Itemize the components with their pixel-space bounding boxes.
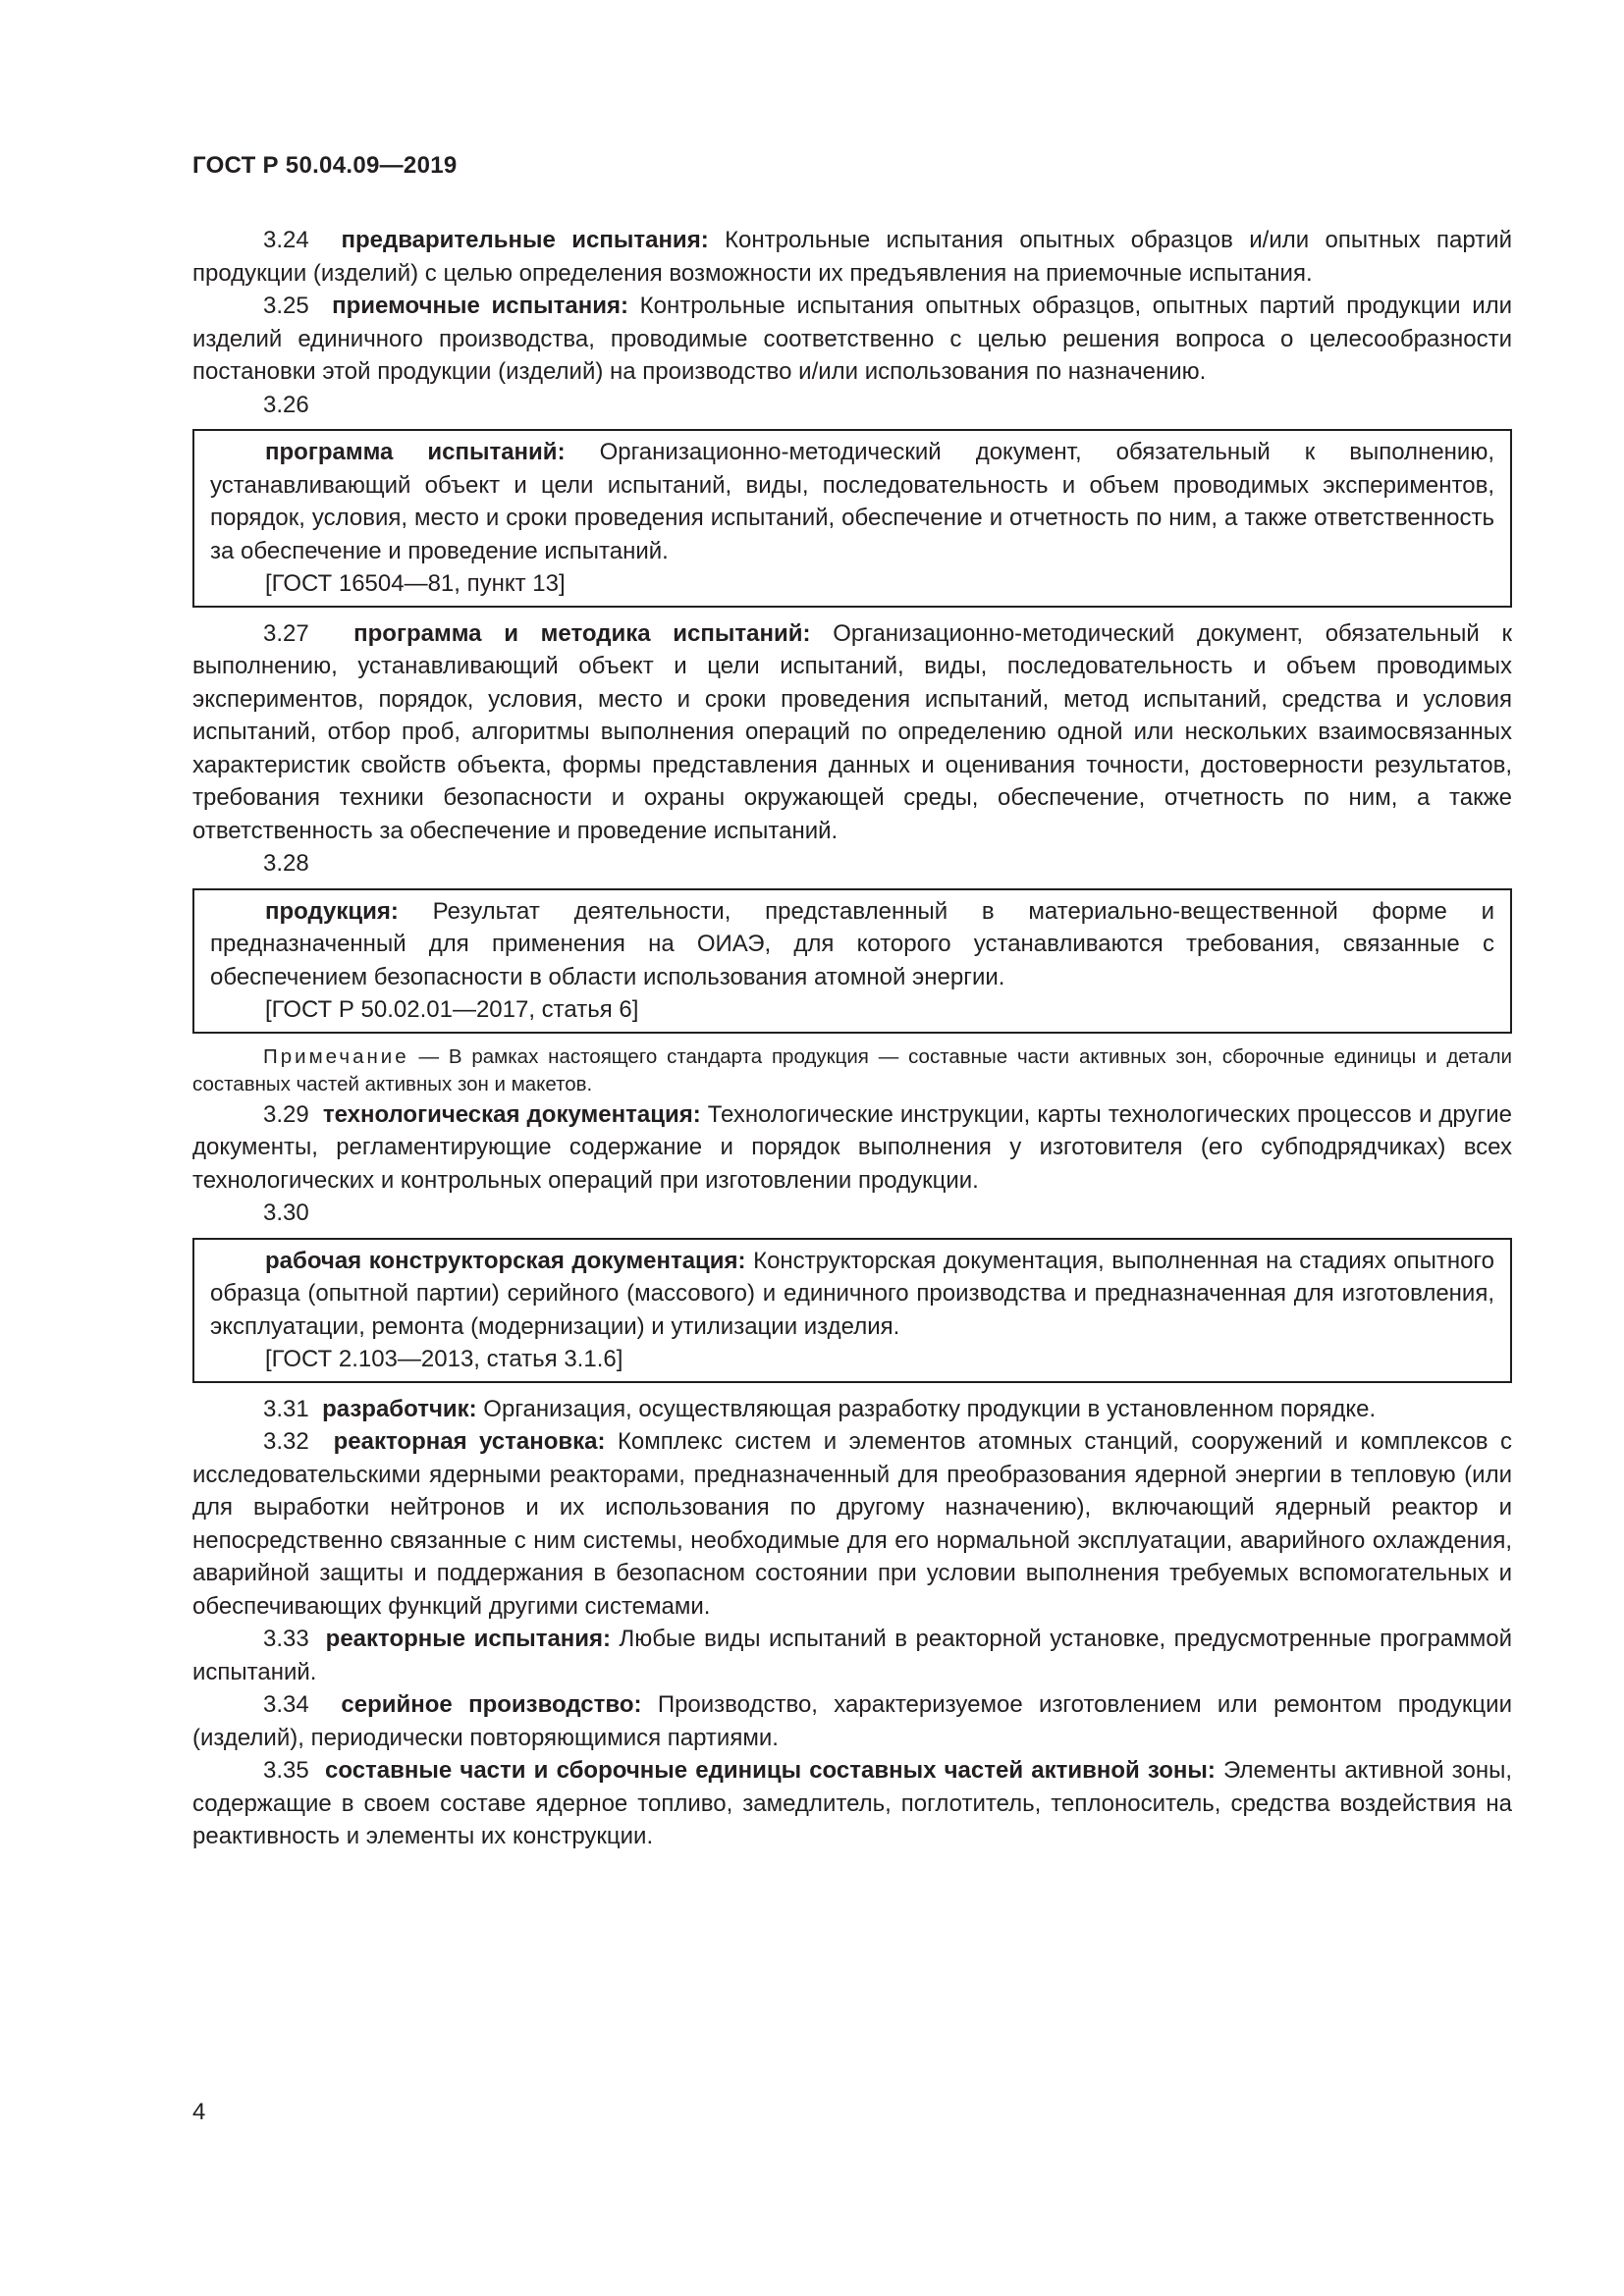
entry-definition: Любые виды испытаний в реакторной установке, предусмотренные программой испытаний. [192,1626,1512,1685]
entry-term: составные части и сборочные единицы составных частей активной зоны: [325,1757,1216,1784]
entry-term: программа испытаний: [265,439,566,465]
document-header: ГОСТ Р 50.04.09—2019 [192,152,458,179]
entry-term: программа и методика испытаний: [353,619,811,647]
entry-definition: Комплекс систем и элементов атомных станций, сооружений и комплексов с исследовательскими ядерными реакторами, предназначенный для преобразования ядерной энергии в тепловую (или для выработки нейтронов и их использования по другому назначению), включающий ядерный реактор и непосредственно связанные с ним системы, необходимые для его нормальной эксплуатации, аварийного охлаждения, аварийной защиты и поддержания в безопасном состоянии при условии выполнения требуемых вспомогательных и обеспечивающих функций другими системами. [192,1428,1512,1620]
page-number: 4 [192,2099,206,2125]
entry-number: 3.32 [263,1428,309,1455]
source-reference: [ГОСТ 2.103—2013, статья 3.1.6] [265,1346,623,1372]
entry-number: 3.33 [263,1626,309,1652]
entry-number: 3.27 [263,619,309,647]
entry-3-32 [192,1425,1512,1623]
entry-definition: Контрольные испытания опытных образцов и/или опытных партий продукции (изделий) с целью определения возможности их предъявления на приемочные испытания. [192,227,1512,287]
boxed-definition-3-28 [192,888,1512,1034]
note-text: — В рамках настоящего стандарта продукция — составные части активных зон, сборочные единицы и детали составных частей активных зон и макетов. [192,1044,1512,1095]
entry-3-26 [210,436,1494,567]
entry-number: 3.24 [263,227,309,253]
entry-number: 3.25 [263,293,309,319]
entry-3-24 [192,224,1512,290]
entry-definition: Контрольные испытания опытных образцов, опытных партий продукции или изделий единичного производства, проводимые соответственно с целью решения вопроса о целесообразности постановки этой продукции (изделий) на производство и/или использования по назначению. [192,293,1513,385]
entry-term: продукция: [265,897,399,925]
entry-3-28 [210,895,1494,994]
entry-definition: Технологические инструкции, карты технологических процессов и другие документы, регламентирующие содержание и порядок выполнения у изготовителя (его субподрядчиках) всех технологических и контрольных операций при изготовлении продукции. [192,1100,1513,1194]
entry-3-26-number: 3.26 [263,391,309,418]
entry-definition: Организационно-методический документ, обязательный к выполнению, устанавливающий объект и цели испытаний, виды, последовательность и объем проводимых экспериментов, порядок, условия, место и сроки проведения испытаний, обеспечение и отчетность по ним, а также ответственность за обеспечение и проведение испытаний. [210,439,1494,564]
entry-3-35 [192,1754,1512,1853]
entry-definition: Элементы активной зоны, содержащие в своем составе ядерное топливо, замедлитель, поглотитель, теплоноситель, средства воздействия на реактивность и элементы их конструкции. [192,1757,1513,1849]
entry-3-25 [192,290,1512,389]
entry-3-30 [210,1245,1494,1344]
entry-number: 3.31 [263,1395,309,1422]
entry-definition: Конструкторская документация, выполненная на стадиях опытного образца (опытной партии) серийного (массового) и единичного производства и предназначенная для изготовления, эксплуатации, ремонта (модернизации) и утилизации изделия. [210,1247,1495,1340]
boxed-definition-3-26 [192,429,1512,608]
entry-term: серийное производство: [341,1691,642,1718]
entry-definition: Производство, характеризуемое изготовлением или ремонтом продукции (изделий), периодически повторяющимися партиями. [192,1691,1512,1751]
entry-3-33 [192,1623,1512,1688]
entry-term: разработчик: [322,1395,477,1422]
note-3-28 [192,1043,1512,1098]
entry-3-30-number: 3.30 [263,1200,309,1226]
entry-definition: Организация, осуществляющая разработку продукции в установленном порядке. [476,1395,1377,1422]
source-reference: [ГОСТ Р 50.02.01—2017, статья 6] [265,996,639,1023]
entry-term: рабочая конструкторская документация: [265,1247,746,1274]
entry-number: 3.34 [263,1691,309,1718]
note-label: Примечание [263,1044,409,1068]
entry-term: технологическая документация: [322,1100,701,1128]
document-body [192,224,1512,1853]
entry-3-28-number: 3.28 [263,850,309,877]
entry-term: предварительные испытания: [341,227,709,253]
entry-3-27 [192,617,1512,848]
entry-term: реакторная установка: [333,1428,606,1455]
entry-definition: Организационно-методический документ, обязательный к выполнению, устанавливающий объект и цели испытаний, виды, последовательность и объем проводимых экспериментов, порядок, условия, место и сроки проведения испытаний, метод испытаний, средства и условия испытаний, отбор проб, алгоритмы выполнения операций по определению одной или нескольких взаимосвязанных характеристик свойств объекта, формы представления данных и оценивания точности, достоверности результатов, требования техники безопасности и охраны окружающей среды, обеспечение, отчетность по ним, а также ответственность за обеспечение и проведение испытаний. [192,619,1512,844]
entry-3-31 [192,1393,1512,1426]
entry-number: 3.29 [263,1100,309,1128]
entry-term: приемочные испытания: [332,293,628,319]
entry-term: реакторные испытания: [325,1626,612,1652]
entry-number: 3.35 [263,1757,309,1784]
entry-3-34 [192,1688,1512,1754]
entry-definition: Результат деятельности, представленный в материально-вещественной форме и предназначенный для применения на ОИАЭ, для которого устанавливаются требования, связанные с обеспечением безопасности в области использования атомной энергии. [210,897,1494,990]
boxed-definition-3-30 [192,1238,1512,1383]
source-reference: [ГОСТ 16504—81, пункт 13] [265,570,566,597]
entry-3-29 [192,1098,1512,1198]
